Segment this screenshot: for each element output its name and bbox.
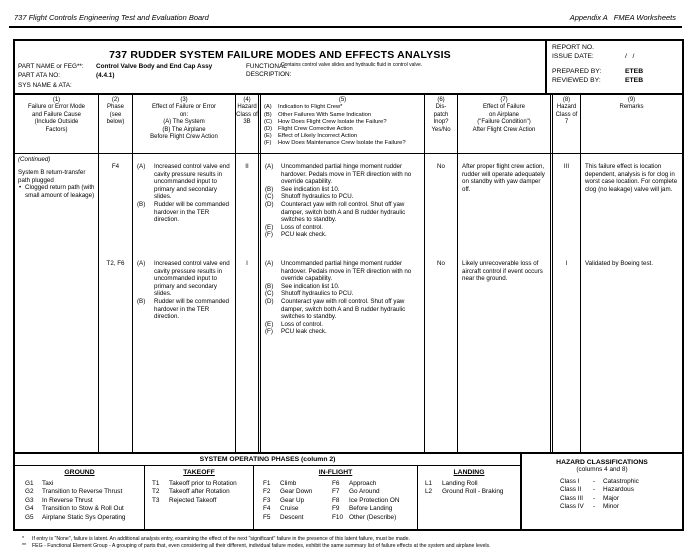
- footnotes: * If entry is "None", failure is latent. An additional analysis entry, examining the effect of the next "significant" failure in the presence of this latent failure, must be made. ** FEG - Functional Element Group - A grouping of parts that, even considering all their different, individual failure modes, exhibit the same summary list of failure effects at the system and airplane levels.: [22, 536, 491, 549]
- dispatch-row1: No: [437, 163, 445, 170]
- operating-phases-section: [15, 454, 520, 529]
- part-name-label: PART NAME or FEG**:: [18, 63, 84, 70]
- sys-name-label: SYS NAME & ATA:: [18, 82, 72, 89]
- operating-phases-title: SYSTEM OPERATING PHASES (column 2): [15, 454, 520, 466]
- phase-group-inflight: IN-FLIGHT F1 Climb F2 Gear Down F3 Gear Up F4 Cruise F5 Descent F6 Approach F7 Go Around F8 Ice Protection ON F9 Before Landing F10 Other (Describe): [254, 466, 418, 529]
- page-header-left: 737 Flight Controls Engineering Test and Evaluation Board: [14, 13, 209, 22]
- hazard-3b-row1: II: [245, 163, 249, 170]
- remarks-row1: This failure effect is location dependent, analysis is for clog in worst case location. For complete clog (no leakage) valve will jam.: [585, 163, 678, 193]
- column-header-8: (8) Hazard Class of 7: [550, 95, 581, 153]
- remarks-row2: Validated by Boeing test.: [585, 260, 653, 267]
- dispatch-row2: No: [437, 260, 445, 267]
- phase-group-takeoff: TAKEOFF T1 Takeoff prior to Rotation T2 Takeoff after Rotation T3 Rejected Takeoff: [145, 466, 254, 529]
- report-info-box: [545, 41, 682, 93]
- worksheet-body: [15, 153, 682, 452]
- failure-cause-bullet: • Clogged return path (with small amount of leakage): [19, 184, 95, 199]
- prepared-by-value: ETEB: [625, 68, 644, 75]
- phase-group-landing: LANDING L1 Landing Roll L2 Ground Roll - Braking: [425, 469, 504, 496]
- column-header-4: (4) Hazard Class of 3B: [236, 97, 258, 126]
- effect-after-row2: Likely unrecoverable loss of aircraft control if event occurs near the ground.: [462, 260, 543, 283]
- phase-row1: F4: [111, 163, 120, 170]
- hazard-classifications-title: HAZARD CLASSIFICATIONS: [556, 459, 648, 466]
- hazard-3b-row2: I: [246, 260, 248, 267]
- legend-section: [15, 452, 682, 529]
- column-header-6: (6) Dis- patch Inop? Yes/No: [425, 95, 458, 153]
- part-ata-label: PART ATA NO:: [18, 72, 61, 79]
- functional-label-line2: DESCRIPTION:: [246, 71, 292, 78]
- body-col-dispatch: [425, 154, 458, 452]
- indication-list-row1: (A) Uncommanded partial hinge moment rudder hardover. Pedals move in TER direction with no override capability. (B) See indication list 10. (C) Shutoff hydraulics to PCU. (D) Counteract yaw with roll control. Shut off yaw damper, switch both A and B rudder hydraulic switches to standby. (E) Loss of control. (F) PCU leak check.: [265, 163, 412, 239]
- hazard-classifications-subtitle: (columns 4 and 8): [576, 466, 628, 473]
- title-block-left: [15, 41, 545, 93]
- hazard-7-row1: III: [563, 163, 570, 170]
- body-col-indication: [258, 154, 425, 452]
- part-name-value: Control Valve Body and End Cap Assy: [96, 63, 213, 70]
- failure-mode-cell: [18, 169, 96, 199]
- title-block: [15, 41, 682, 93]
- column-header-3: (3) Effect of Failure or Error on: (A) The System (B) The Airplane Before Flight Crew Action: [133, 95, 236, 153]
- body-col-failure-mode: [15, 154, 99, 452]
- page-header: [14, 13, 676, 22]
- body-col-hazard-3b: [236, 154, 258, 452]
- body-col-phase: [99, 154, 133, 452]
- column-header-7: (7) Effect of Failure on Airplane ("Failure Condition") After Flight Crew Action: [472, 97, 536, 133]
- column-header-row: [15, 93, 682, 153]
- reviewed-by-value: ETEB: [625, 77, 644, 84]
- issue-date-value: / /: [625, 53, 635, 60]
- part-ata-value: (4.4.1): [96, 72, 115, 79]
- prepared-by-label: PREPARED BY:: [552, 68, 602, 75]
- continued-note: (Continued): [18, 156, 51, 163]
- column-header-2: (2) Phase (see below): [99, 95, 133, 153]
- bullet-glyph: •: [19, 184, 22, 192]
- body-col-remarks: [581, 154, 682, 452]
- reviewed-by-label: REVIEWED BY:: [552, 77, 601, 84]
- effect-list-row2: (A) Increased control valve end cavity pressure results in uncommanded input to primary and secondary slides. (B) Rudder will be commanded hardover in the TER direction.: [137, 260, 230, 321]
- column-header-9: (9) Remarks: [619, 97, 644, 111]
- body-col-effect: [133, 154, 236, 452]
- functional-label-line1: FUNCTIONAL: [246, 63, 287, 70]
- body-col-effect-after: [458, 154, 550, 452]
- column-header-5: (5) (A) Indication to Flight Crew* (B) Other Failures With Same Indication (C) How Does Flight Crew Isolate the Failure? (D) Flight Crew Corrective Action (E) Effect of Likely Incorrect Action (F) How Does Maintenance Crew Isolate the Failure?: [258, 95, 425, 153]
- column-header-1: (1) Failure or Error Mode and Failure Cause (Include Outside Factors): [15, 95, 99, 153]
- effect-list-row1: (A) Increased control valve end cavity pressure results in uncommanded input to primary and secondary slides. (B) Rudder will be commanded hardover in the TER direction.: [137, 163, 230, 224]
- fmea-worksheet-table: [13, 39, 684, 531]
- report-no-label: REPORT NO.: [552, 44, 595, 51]
- header-rule: [9, 26, 682, 28]
- phase-row2: T2, F6: [106, 260, 125, 267]
- functional-description-value: Contains control valve slides and hydraulic fluid in control valve.: [281, 62, 423, 68]
- body-col-hazard-7: [550, 154, 581, 452]
- indication-list-row2: (A) Uncommanded partial hinge moment rudder hardover. Pedals move in TER direction with no override capability. (B) See indication list 10. (C) Shutoff hydraulics to PCU. (D) Counteract yaw with roll control. Shut off yaw damper, switch both A and B rudder hydraulic switches to standby. (E) Loss of control. (F) PCU leak check.: [265, 260, 412, 336]
- phase-group-ground: GROUND G1 Taxi G2 Transition to Reverse Thrust G3 In Reverse Thrust G4 Transition to Stow & Roll Out G5 Airplane Static Sys Operating: [15, 466, 145, 529]
- hazard-classifications-box: HAZARD CLASSIFICATIONS (columns 4 and 8) Class I - Catastrophic Class II - Hazardous Class III - Major Class IV - Minor: [520, 454, 682, 529]
- failure-mode-text: System B return-transfer path plugged: [18, 169, 86, 184]
- effect-after-row1: After proper flight crew action, rudder will operate adequately on standby with yaw damper off.: [462, 163, 545, 193]
- page-header-right: Appendix A FMEA Worksheets: [569, 13, 676, 22]
- issue-date-label: ISSUE DATE:: [552, 53, 594, 60]
- worksheet-title: 737 RUDDER SYSTEM FAILURE MODES AND EFFECTS ANALYSIS: [109, 49, 451, 61]
- hazard-7-row2: I: [565, 260, 568, 267]
